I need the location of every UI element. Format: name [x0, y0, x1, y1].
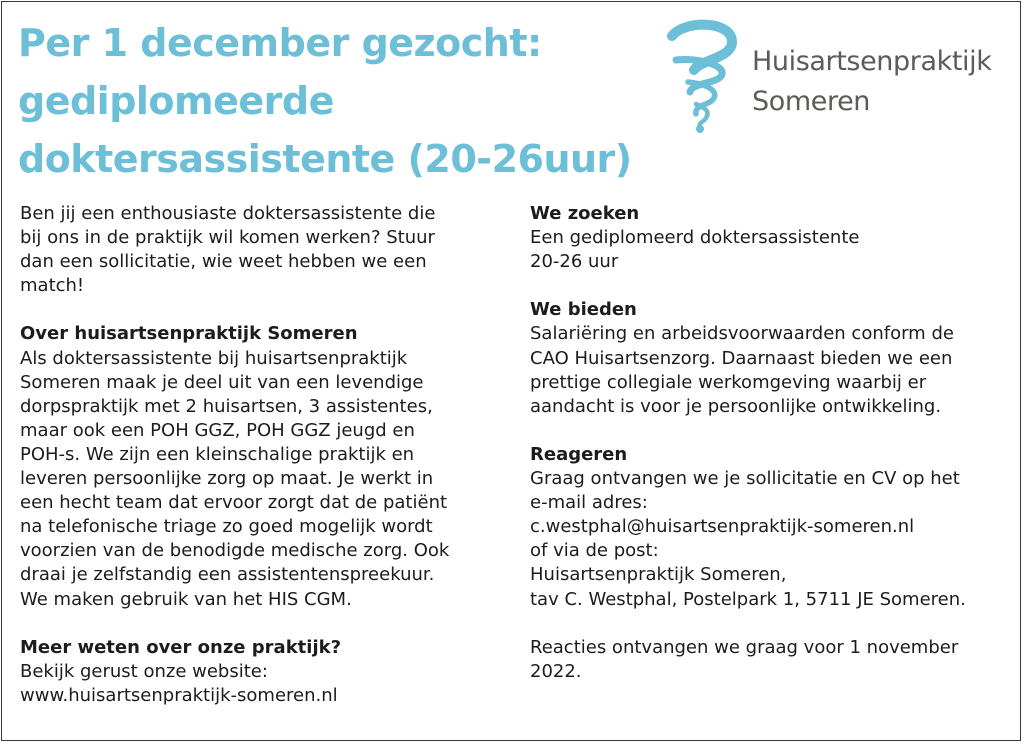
text-line: tav C. Westphal, Postelpark 1, 5711 JE Someren.: [530, 588, 966, 610]
offer-section: [530, 298, 1010, 418]
right-column: [530, 202, 1010, 684]
website-link[interactable]: www.huisartsenpraktijk-someren.nl: [20, 684, 338, 706]
deadline-section: [530, 636, 1010, 684]
text-line: Huisartsenpraktijk Someren,: [530, 564, 787, 586]
respond-section: [530, 443, 1010, 612]
respond-heading: Reageren: [530, 443, 628, 465]
seeking-section: [530, 202, 1010, 274]
text-line: 2022.: [530, 660, 582, 682]
text-line: prettige collegiale werkomgeving waarbij er: [530, 371, 927, 393]
text-line: voorzien van de benodigde medische zorg. Ook: [20, 540, 450, 562]
text-line: e-mail adres:: [530, 492, 648, 514]
text-line: een hecht team dat ervoor zorgt dat de patiënt: [20, 492, 448, 514]
offer-heading: We bieden: [530, 299, 637, 321]
text-line: We maken gebruik van het HIS CGM.: [20, 588, 352, 610]
about-section: [20, 322, 510, 611]
text-line: Reacties ontvangen we graag voor 1 november: [530, 636, 959, 658]
left-column: [20, 202, 510, 708]
intro-paragraph: [20, 202, 510, 298]
logo-line: Huisartsenpraktijk: [752, 46, 992, 77]
headline-line: doktersassistente (20-26uur): [18, 137, 632, 181]
logo-wordmark: [752, 42, 991, 122]
more-info-section: [20, 636, 510, 708]
text-line: leveren persoonlijke zorg op maat. Je werkt in: [20, 468, 434, 490]
text-line: maar ook een POH GGZ, POH GGZ jeugd en: [20, 419, 415, 441]
text-line: Bekijk gerust onze website:: [20, 660, 268, 682]
headline-line: gediplomeerde: [18, 79, 334, 123]
text-line: match!: [20, 275, 85, 297]
text-line: of via de post:: [530, 540, 659, 562]
text-line: Als doktersassistente bij huisartsenpraktijk: [20, 347, 408, 369]
seeking-heading: We zoeken: [530, 203, 640, 224]
text-line: Een gediplomeerd doktersassistente: [530, 227, 860, 249]
more-info-heading: Meer weten over onze praktijk?: [20, 636, 342, 658]
text-line: draai je zelfstandig een assistentenspreekuur.: [20, 564, 435, 586]
text-line: POH-s. We zijn een kleinschalige praktijk en: [20, 443, 415, 465]
text-line: Someren maak je deel uit van een levendige: [20, 371, 424, 393]
text-line: na telefonische triage zo goed mogelijk wordt: [20, 516, 433, 538]
text-line: CAO Huisartsenzorg. Daarnaast bieden we een: [530, 347, 953, 369]
practice-logo: [666, 18, 1016, 134]
logo-line: Someren: [752, 86, 871, 117]
caduceus-question-mark-icon: [666, 18, 744, 134]
text-line: Ben jij een enthousiaste doktersassistente die: [20, 203, 436, 224]
headline: [18, 14, 668, 188]
text-line: aandacht is voor je persoonlijke ontwikkeling.: [530, 395, 942, 417]
job-advertisement: [1, 1, 1021, 741]
text-line: Salariëring en arbeidsvoorwaarden conform de: [530, 323, 954, 345]
text-line: Graag ontvangen we je sollicitatie en CV op het: [530, 468, 960, 490]
email-link[interactable]: c.westphal@huisartsenpraktijk-someren.nl: [530, 516, 915, 538]
about-heading: Over huisartsenpraktijk Someren: [20, 323, 358, 345]
text-line: 20-26 uur: [530, 251, 619, 273]
text-line: dan een sollicitatie, wie weet hebben we een: [20, 251, 427, 273]
text-line: bij ons in de praktijk wil komen werken? Stuur: [20, 227, 435, 249]
text-line: dorpspraktijk met 2 huisartsen, 3 assistentes,: [20, 395, 433, 417]
headline-line: Per 1 december gezocht:: [18, 21, 542, 65]
